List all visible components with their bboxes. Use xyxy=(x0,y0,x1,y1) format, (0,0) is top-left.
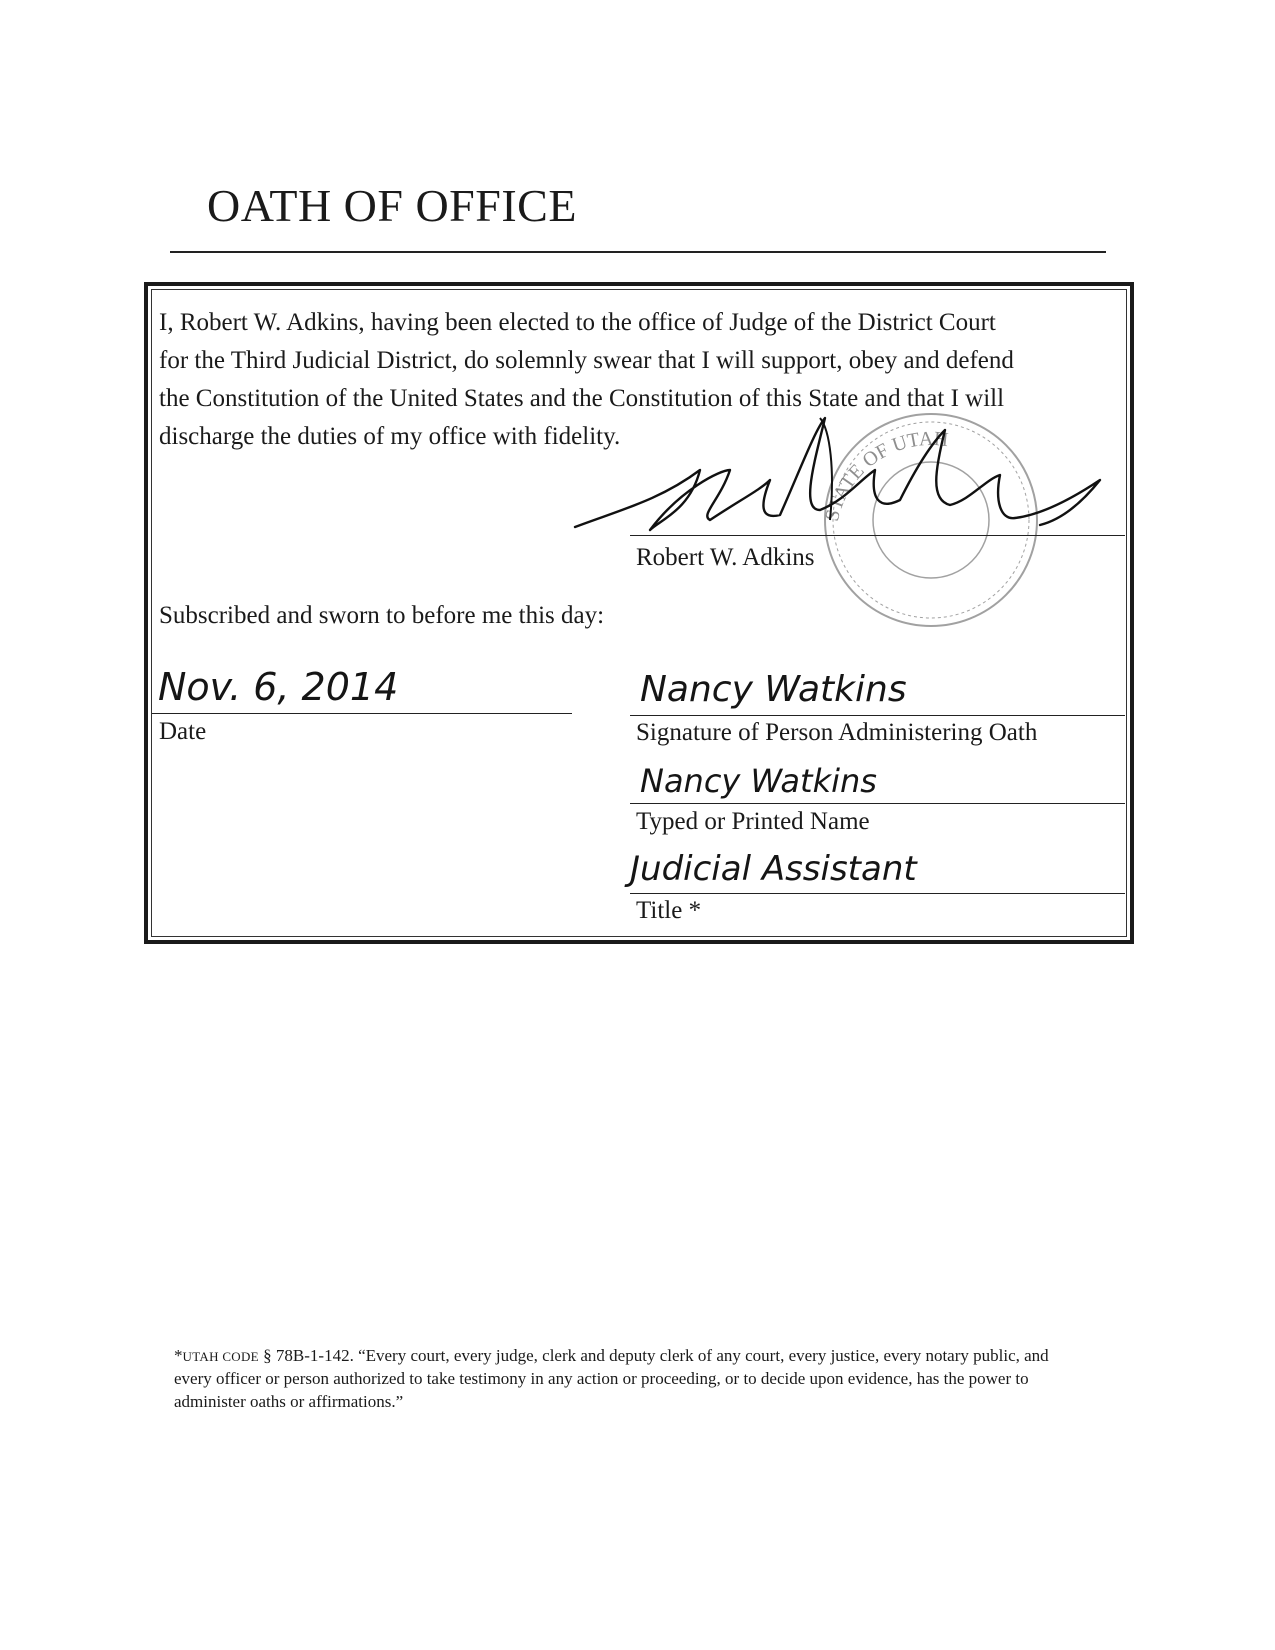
document-title: OATH OF OFFICE xyxy=(207,180,577,231)
date-handwritten: Nov. 6, 2014 xyxy=(158,665,399,709)
footnote-marker: * xyxy=(174,1346,183,1365)
footnote-code-name: UTAH CODE xyxy=(182,1349,259,1364)
subscribed-statement: Subscribed and sworn to before me this day: xyxy=(159,602,605,629)
footnote-citation: § 78B-1-142. xyxy=(258,1346,354,1365)
title-label: Title * xyxy=(636,897,702,924)
oath-text-line-2: for the Third Judicial District, do solemnly swear that I will support, obey and defend xyxy=(159,347,1014,374)
oath-taker-printed-name: Robert W. Adkins xyxy=(636,544,815,571)
administrator-signature: Nancy Watkins xyxy=(640,669,907,710)
printed-name-handwritten: Nancy Watkins xyxy=(640,762,877,800)
printed-name-label: Typed or Printed Name xyxy=(636,808,870,835)
oath-text-line-4: discharge the duties of my office with fidelity. xyxy=(159,423,621,450)
administrator-signature-label: Signature of Person Administering Oath xyxy=(636,719,1038,746)
oath-text-line-3: the Constitution of the United States and the Constitution of this State and that I will xyxy=(159,385,1005,412)
date-label: Date xyxy=(159,718,207,745)
oath-text-line-1: I, Robert W. Adkins, having been elected to the office of Judge of the District Court xyxy=(159,309,996,336)
footnote xyxy=(174,1345,1074,1414)
title-handwritten: Judicial Assistant xyxy=(630,849,917,889)
seal-top-text: STATE OF UTAH xyxy=(821,427,950,524)
footnote-text: “Every court, every judge, clerk and deputy clerk of any court, every justice, every notary public, and every officer or person authorized to take testimony in any action or proceeding, or to decide upon evidence, has the power to administer oaths or affirmations.” xyxy=(174,1346,1049,1411)
